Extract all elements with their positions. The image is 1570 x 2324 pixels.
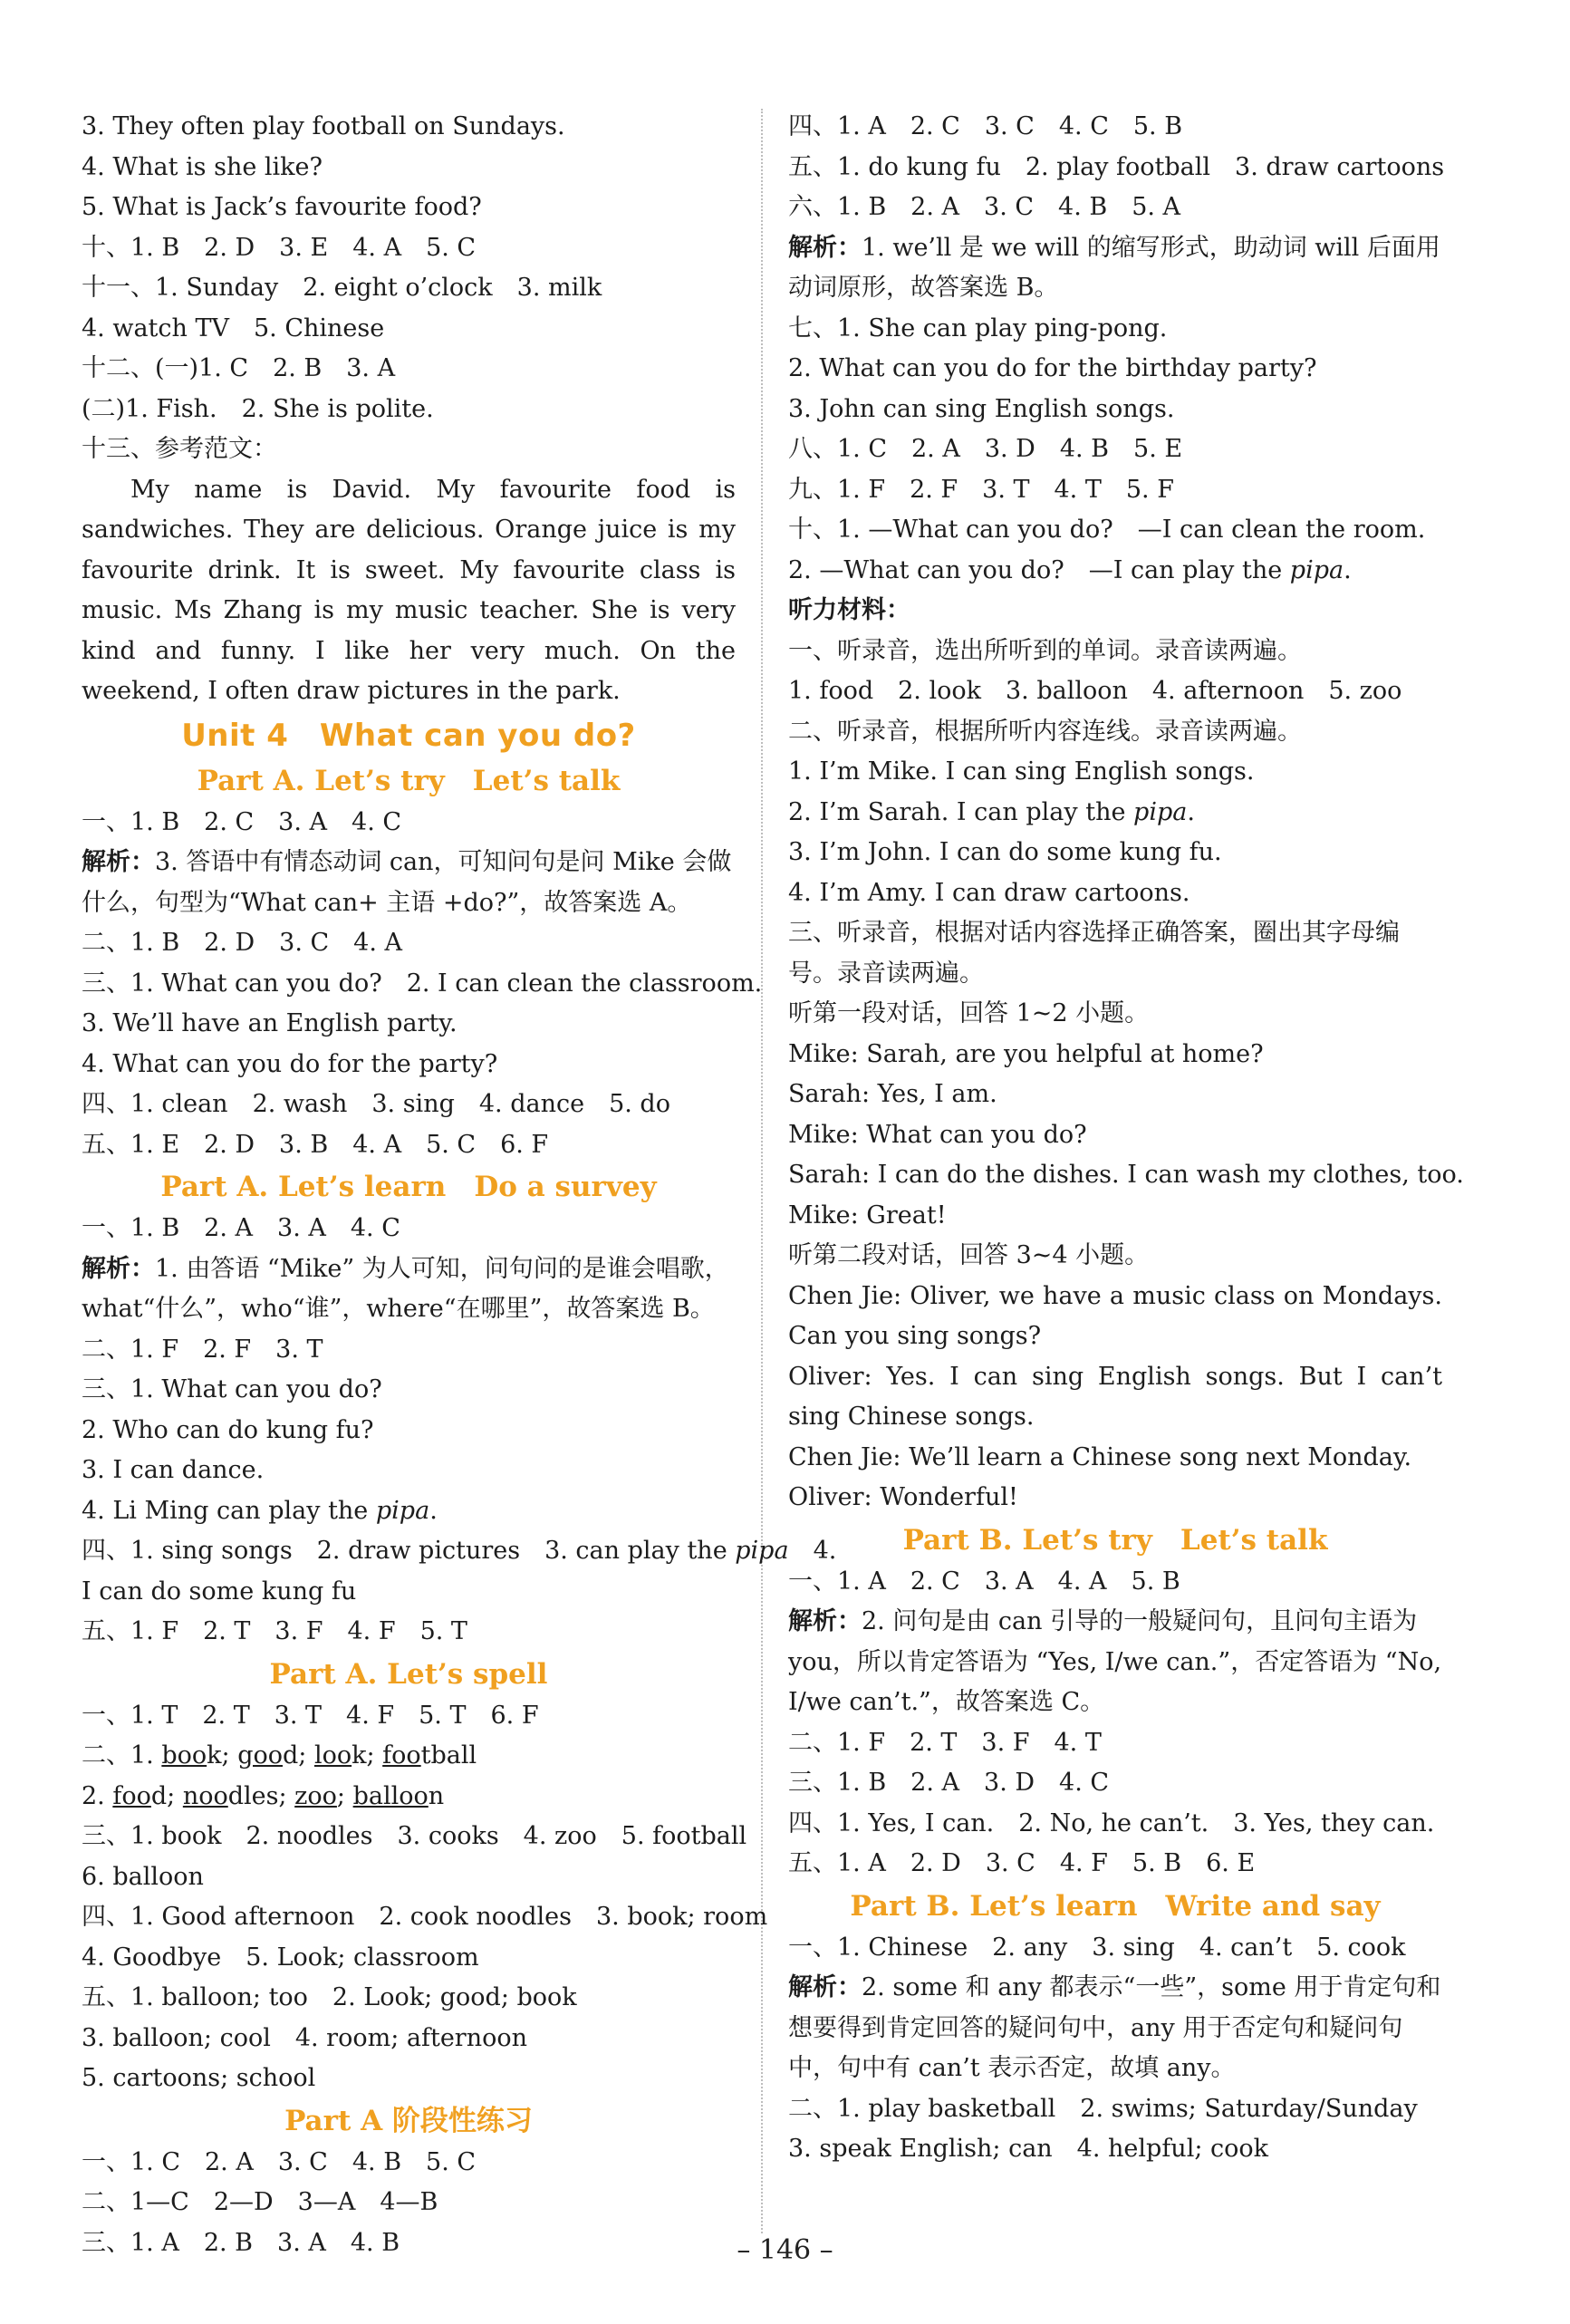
underlined-part: foo: [382, 1741, 421, 1770]
answer-line: 三、听录音，根据对话内容选择正确答案，圈出其字母编号。录音读两遍。: [788, 919, 1400, 988]
answer-line: 四、1. Good afternoon 2. cook noodles 3. book; room: [82, 1903, 768, 1931]
listening-heading: 听力材料：: [788, 596, 910, 624]
text-fragment: 四、1. sing songs 2. draw pictures 3. can play the: [82, 1537, 736, 1565]
answer-line: 五、1. E 2. D 3. B 4. A 5. C 6. F: [82, 1130, 549, 1159]
answer-line: [82, 1736, 736, 1777]
answer-line: 十二、(一)1. C 2. B 3. A: [82, 354, 396, 382]
text-fragment: 4. Li Ming can play the: [82, 1496, 376, 1525]
unit-title: Unit 4 What can you do?: [181, 717, 636, 754]
answer-line: 三、1. A 2. B 3. A 4. B: [82, 2228, 400, 2257]
text-fragment: 4.: [788, 1537, 837, 1565]
underlined-part: zoo: [294, 1781, 337, 1810]
analysis-label: 解析：: [788, 1607, 862, 1635]
analysis-block: [82, 843, 736, 923]
answer-line: 四、1. Yes, I can. 2. No, he can’t. 3. Yes, they can.: [788, 1808, 1435, 1837]
answer-line: 3. speak English; can 4. helpful; cook: [788, 2135, 1269, 2163]
answer-line: 五、1. F 2. T 3. F 4. F 5. T: [82, 1617, 467, 1645]
right-column: [788, 107, 1464, 2170]
analysis-text: 2. 问句是由 can 引导的一般疑问句，且问句主语为 you，所以肯定答语为 “Yes, I/we can.”，否定答语为 “No, I/we can’t.”，故答案选 C。: [788, 1607, 1442, 1716]
answer-line: 听第一段对话，回答 1~2 小题。: [788, 999, 1150, 1027]
text-fragment: k;: [352, 1741, 383, 1770]
answer-line: [82, 1531, 837, 1572]
answer-line: 一、1. T 2. T 3. T 4. F 5. T 6. F: [82, 1701, 539, 1730]
answer-line: 六、1. B 2. A 3. C 4. B 5. A: [788, 193, 1181, 221]
dialogue-line: Oliver: Wonderful!: [788, 1483, 1018, 1511]
answer-line: 3. I can dance.: [82, 1456, 265, 1484]
italic-word: pipa: [1289, 555, 1344, 584]
answer-line: 听第二段对话，回答 3~4 小题。: [788, 1241, 1150, 1269]
dialogue-line: Sarah: Yes, I am.: [788, 1080, 997, 1108]
italic-word: pipa: [375, 1496, 430, 1525]
answer-line: 6. balloon: [82, 1862, 204, 1891]
text-fragment: dles;: [227, 1781, 295, 1810]
sample-essay: My name is David. My favourite food is sandwiches. They are delicious. Orange juice is my favourite drink. It is sweet. My favourite class is music. Ms Zhang is my music teacher. She is very kind and funny. I like her very much. On the weekend, I often draw pictures in the park.: [82, 475, 736, 705]
answer-line: 4. watch TV 5. Chinese: [82, 313, 385, 342]
text-fragment: ;: [336, 1781, 353, 1810]
text-line: 4. What is she like?: [82, 152, 323, 181]
answer-line: [82, 1777, 736, 1818]
analysis-text: 2. some 和 any 都表示“一些”，some 用于肯定句和想要得到肯定回答的疑问句中，any 用于否定句和疑问句中，句中有 can’t 表示否定，故填 any。: [788, 1973, 1441, 2082]
dialogue-line: Chen Jie: We’ll learn a Chinese song next Monday.: [788, 1442, 1412, 1471]
text-fragment: d;: [282, 1741, 314, 1770]
text-fragment: .: [1344, 555, 1352, 584]
answer-line: 3. I’m John. I can do some kung fu.: [788, 838, 1222, 866]
answer-line: 七、1. She can play ping-pong.: [788, 313, 1168, 342]
underlined-part: loo: [313, 1741, 352, 1770]
part-heading: Part A. Let’s learn Do a survey: [160, 1171, 657, 1203]
answer-line: 二、听录音，根据所听内容连线。录音读两遍。: [788, 717, 1302, 746]
page-number: – 146 –: [737, 2234, 833, 2266]
answer-line: [82, 1491, 736, 1532]
part-heading: Part A. Let’s try Let’s talk: [197, 764, 621, 797]
text-fragment: d;: [150, 1781, 183, 1810]
answer-line: 八、1. C 2. A 3. D 4. B 5. E: [788, 435, 1183, 463]
analysis-label: 解析：: [788, 1973, 862, 2001]
answer-line: 三、1. book 2. noodles 3. cooks 4. zoo 5. football: [82, 1822, 747, 1850]
answer-line: 3. We’ll have an English party.: [82, 1009, 458, 1037]
text-fragment: 二、1.: [82, 1741, 162, 1770]
answer-line: 九、1. F 2. F 3. T 4. T 5. F: [788, 475, 1174, 504]
text-fragment: 2.: [82, 1781, 113, 1810]
answer-line: 十、1. —What can you do? —I can clean the room.: [788, 516, 1426, 544]
underlined-part: goo: [237, 1741, 283, 1770]
part-heading: Part A 阶段性练习: [284, 2104, 533, 2137]
answer-line: 三、1. What can you do?: [82, 1375, 382, 1403]
dialogue-line: Mike: What can you do?: [788, 1120, 1087, 1149]
underlined-part: noo: [182, 1781, 228, 1810]
answer-line: 二、1—C 2—D 3—A 4—B: [82, 2188, 438, 2216]
answer-line: 三、1. What can you do? 2. I can clean the classroom.: [82, 969, 763, 998]
answer-line: 5. cartoons; school: [82, 2064, 316, 2092]
answer-line: (二)1. Fish. 2. She is polite.: [82, 394, 434, 423]
answer-line: 二、1. B 2. D 3. C 4. A: [82, 929, 403, 957]
text-fragment: 2. —What can you do? —I can play the: [788, 555, 1290, 584]
text-fragment: .: [429, 1496, 438, 1525]
answer-line: 四、1. clean 2. wash 3. sing 4. dance 5. do: [82, 1090, 670, 1118]
answer-line: 一、1. Chinese 2. any 3. sing 4. can’t 5. cook: [788, 1933, 1406, 1962]
analysis-label: 解析：: [82, 1254, 155, 1283]
answer-line: 3. John can sing English songs.: [788, 394, 1175, 423]
answer-line: 4. What can you do for the party?: [82, 1049, 498, 1078]
underlined-part: foo: [112, 1781, 151, 1810]
answer-line: 五、1. do kung fu 2. play football 3. draw cartoons: [788, 152, 1445, 181]
analysis-block: [788, 1968, 1442, 2089]
analysis-text: 3. 答语中有情态动词 can，可知问句是问 Mike 会做什么，句型为“What can+ 主语 +do?”，故答案选 A。: [82, 848, 732, 917]
analysis-block: [788, 228, 1442, 309]
underlined-part: boo: [161, 1741, 207, 1770]
answer-line: 十一、1. Sunday 2. eight o’clock 3. milk: [82, 274, 602, 302]
analysis-text: 1. we’ll 是 we will 的缩写形式，助动词 will 后面用动词原形，故答案选 B。: [788, 233, 1440, 302]
dialogue-line: Mike: Great!: [788, 1201, 947, 1230]
answer-line: 二、1. F 2. T 3. F 4. T: [788, 1728, 1102, 1757]
answer-line: 四、1. A 2. C 3. C 4. C 5. B: [788, 112, 1183, 140]
italic-word: pipa: [735, 1537, 789, 1565]
dialogue-line: Mike: Sarah, are you helpful at home?: [788, 1039, 1264, 1068]
answer-line: I can do some kung fu: [82, 1577, 357, 1606]
answer-line: 一、1. B 2. C 3. A 4. C: [82, 807, 402, 836]
text-line: 5. What is Jack’s favourite food?: [82, 193, 482, 221]
answer-line: [788, 551, 1442, 592]
italic-word: pipa: [1133, 797, 1188, 826]
answer-line: 二、1. play basketball 2. swims; Saturday/Sunday: [788, 2094, 1418, 2123]
text-fragment: tball: [420, 1741, 477, 1770]
part-heading: Part A. Let’s spell: [269, 1657, 548, 1691]
answer-line: 3. balloon; cool 4. room; afternoon: [82, 2023, 527, 2052]
answer-line: [788, 793, 1442, 834]
answer-line: 一、1. C 2. A 3. C 4. B 5. C: [82, 2147, 477, 2176]
analysis-block: [788, 1602, 1442, 1723]
answer-line: 一、1. B 2. A 3. A 4. C: [82, 1214, 400, 1242]
analysis-label: 解析：: [788, 233, 862, 262]
underlined-part: balloo: [352, 1781, 429, 1810]
answer-line: 十三、参考范文：: [82, 435, 277, 463]
dialogue-line: Chen Jie: Oliver, we have a music class on Mondays. Can you sing songs?: [788, 1281, 1442, 1350]
answer-line: 4. I’m Amy. I can draw cartoons.: [788, 878, 1190, 907]
answer-line: 五、1. A 2. D 3. C 4. F 5. B 6. E: [788, 1849, 1256, 1877]
text-fragment: n: [428, 1781, 445, 1810]
answer-line: 五、1. balloon; too 2. Look; good; book: [82, 1983, 577, 2011]
analysis-label: 解析：: [82, 848, 155, 876]
part-heading: Part B. Let’s learn Write and say: [850, 1889, 1381, 1923]
answer-line: 一、1. A 2. C 3. A 4. A 5. B: [788, 1567, 1180, 1596]
answer-line: 1. I’m Mike. I can sing English songs.: [788, 757, 1255, 786]
dialogue-line: Sarah: I can do the dishes. I can wash my clothes, too.: [788, 1161, 1464, 1189]
text-fragment: k;: [207, 1741, 238, 1770]
dialogue-line: Oliver: Yes. I can sing English songs. But I can’t sing Chinese songs.: [788, 1362, 1442, 1431]
text-line: 3. They often play football on Sundays.: [82, 112, 565, 140]
answer-line: 2. Who can do kung fu?: [82, 1415, 374, 1444]
answer-line: 4. Goodbye 5. Look; classroom: [82, 1943, 479, 1972]
answer-line: 2. What can you do for the birthday party?: [788, 354, 1317, 382]
text-fragment: 2. I’m Sarah. I can play the: [788, 797, 1134, 826]
analysis-text: 1. 由答语 “Mike” 为人可知，问句问的是谁会唱歌，what“什么”，who“谁”，where“在哪里”，故答案选 B。: [82, 1254, 729, 1323]
answer-line: 一、听录音，选出所听到的单词。录音读两遍。: [788, 636, 1302, 665]
part-heading: Part B. Let’s try Let’s talk: [902, 1523, 1328, 1557]
answer-line: 三、1. B 2. A 3. D 4. C: [788, 1769, 1110, 1797]
answer-line: 二、1. F 2. F 3. T: [82, 1335, 323, 1364]
answer-line: 1. food 2. look 3. balloon 4. afternoon 5. zoo: [788, 677, 1402, 705]
answer-line: 十、1. B 2. D 3. E 4. A 5. C: [82, 233, 477, 262]
analysis-block: [82, 1249, 736, 1330]
text-fragment: .: [1187, 797, 1195, 826]
